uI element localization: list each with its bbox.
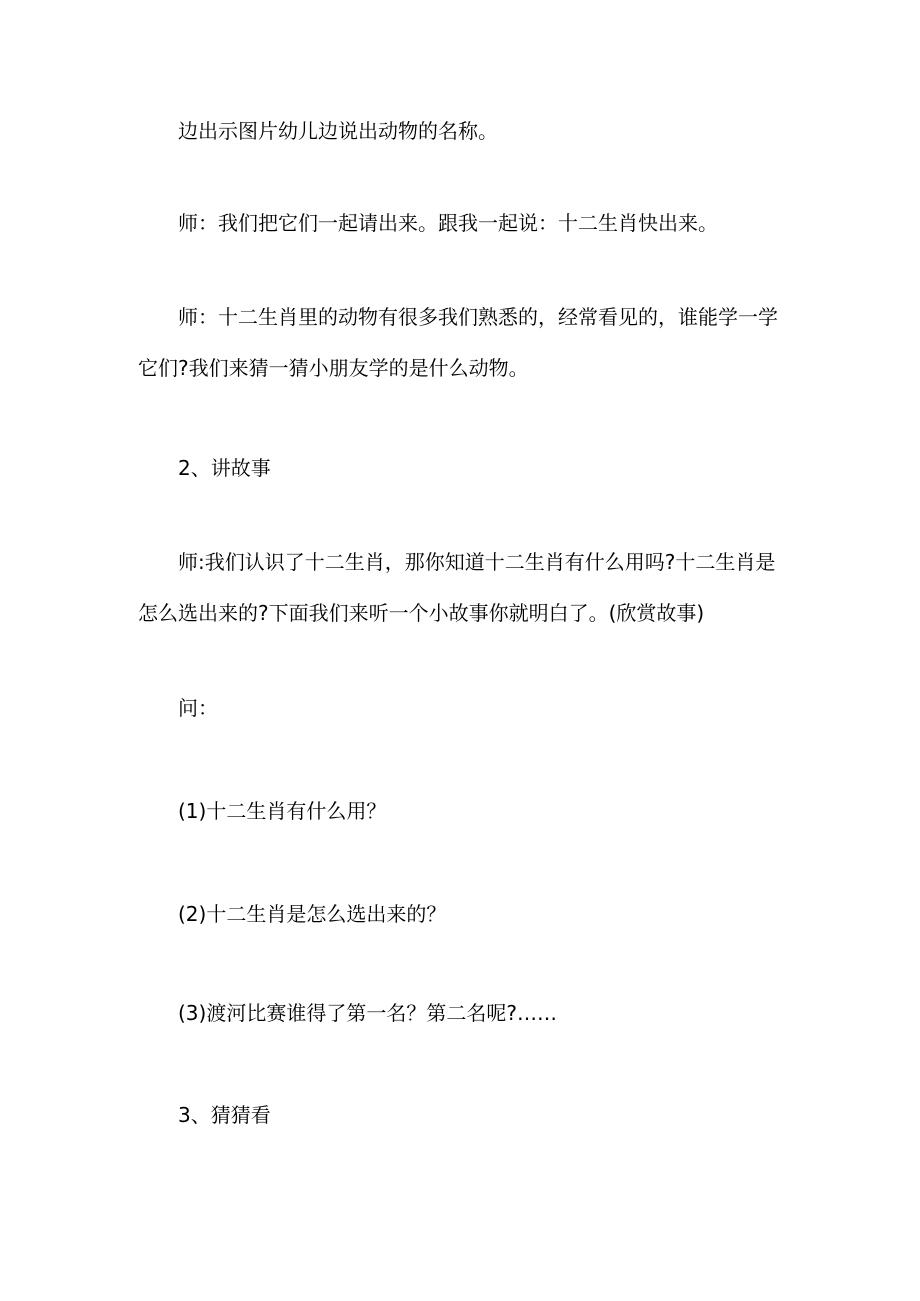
question-item-1: (1)十二生肖有什么用？: [178, 799, 387, 823]
paragraph-story-intro: 师:我们认识了十二生肖，那你知道十二生肖有什么用吗?十二生肖是怎么选出来的?下面我们来听一个小故事你就明白了。(欣赏故事): [138, 550, 776, 625]
paragraph-question-label: 问：: [178, 696, 218, 720]
paragraph-show-pictures: 边出示图片幼儿边说出动物的名称。: [178, 119, 498, 143]
paragraph-invite-zodiac: 师：我们把它们一起请出来。跟我一起说：十二生肖快出来。: [178, 211, 718, 235]
section-heading-story: 2、讲故事: [178, 456, 271, 480]
paragraph-familiar-animals: 师：十二生肖里的动物有很多我们熟悉的，经常看见的，谁能学一学它们?我们来猜一猜小朋友学的是什么动物。: [138, 305, 778, 380]
question-item-3: (3)渡河比赛谁得了第一名？第二名呢?……: [178, 1001, 557, 1025]
section-heading-guess: 3、猜猜看: [178, 1103, 271, 1127]
question-item-2: (2)十二生肖是怎么选出来的？: [178, 902, 447, 926]
